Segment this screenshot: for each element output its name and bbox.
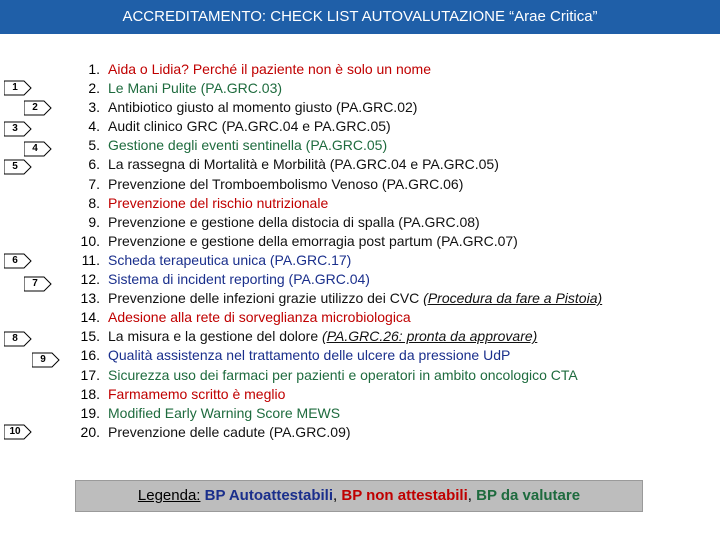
legend-bp-non-attestabili: BP non attestabili [341, 487, 468, 504]
checklist-item [64, 60, 714, 79]
item-text: Farmamemo scritto è meglio [108, 385, 286, 402]
marker-3: 3 [4, 121, 32, 137]
item-text: Sicurezza uso dei farmaci per pazienti e operatori in ambito oncologico CTA [108, 366, 578, 383]
item-number: 9. [88, 213, 100, 230]
item-number: 10. [80, 232, 100, 249]
item-number: 5. [88, 137, 100, 154]
item-number: 19. [80, 404, 100, 421]
item-note: (PA.GRC.26: pronta da approvare) [322, 328, 538, 345]
item-text: Modified Early Warning Score MEWS [108, 404, 341, 421]
marker-5: 5 [4, 159, 32, 175]
marker-4: 4 [24, 141, 52, 157]
item-number: 16. [80, 347, 100, 364]
legend-box: Legenda: BP Autoattestabili, BP non attestabili, BP da valutare [75, 480, 643, 512]
item-text: Prevenzione delle cadute (PA.GRC.09) [108, 423, 351, 440]
checklist [64, 60, 714, 442]
item-text: Qualità assistenza nel trattamento delle ulcere da pressione UdP [108, 347, 511, 364]
checklist-item [64, 366, 714, 385]
item-text: Prevenzione e gestione della distocia di spalla (PA.GRC.08) [108, 213, 480, 230]
legend-label: Legenda: [137, 487, 201, 504]
marker-10: 10 [4, 424, 32, 440]
item-text: Adesione alla rete di sorveglianza microbiologica [108, 309, 411, 326]
checklist-item [64, 404, 714, 423]
item-text: Sistema di incident reporting (PA.GRC.04) [108, 271, 370, 288]
checklist-item [64, 155, 714, 174]
item-text: Antibiotico giusto al momento giusto (PA.GRC.02) [108, 99, 418, 116]
item-number: 13. [80, 290, 100, 307]
item-text: Aida o Lidia? Perché il paziente non è solo un nome [108, 61, 431, 77]
checklist-item [64, 346, 714, 365]
checklist-item [64, 270, 714, 289]
marker-2: 2 [24, 100, 52, 116]
item-number: 17. [80, 366, 100, 383]
checklist-item [64, 308, 714, 327]
marker-1: 1 [4, 80, 32, 96]
checklist-item [64, 251, 714, 270]
legend-bp-autoattestabili: BP Autoattestabili [204, 487, 334, 504]
item-number: 18. [80, 385, 100, 402]
item-number: 20. [80, 423, 100, 440]
item-text: La rassegna di Mortalità e Morbilità (PA.GRC.04 e PA.GRC.05) [108, 156, 499, 173]
checklist-item [64, 213, 714, 232]
item-text: Scheda terapeutica unica (PA.GRC.17) [108, 251, 352, 268]
item-number: 4. [88, 118, 100, 135]
item-text: Audit clinico GRC (PA.GRC.04 e PA.GRC.05) [108, 118, 391, 135]
item-text: La misura e la gestione del dolore [108, 328, 323, 345]
item-number: 12. [80, 271, 100, 288]
item-text: Prevenzione del Tromboembolismo Venoso (PA.GRC.06) [108, 175, 464, 192]
item-number: 7. [88, 175, 100, 192]
item-text: Prevenzione e gestione della emorragia post partum (PA.GRC.07) [108, 232, 518, 249]
item-text: Prevenzione del rischio nutrizionale [108, 194, 329, 211]
item-number: 6. [88, 156, 100, 173]
checklist-item [64, 289, 714, 308]
checklist-item [64, 98, 714, 117]
checklist-item [64, 136, 714, 155]
slide-title-bar [0, 0, 720, 34]
marker-7: 7 [24, 276, 52, 292]
marker-6: 6 [4, 253, 32, 269]
item-number: 3. [88, 99, 100, 116]
item-number: 11. [81, 251, 100, 268]
checklist-item [64, 232, 714, 251]
marker-9: 9 [32, 352, 60, 368]
checklist-item [64, 423, 714, 442]
item-number: 1. [88, 61, 100, 77]
item-text: Le Mani Pulite (PA.GRC.03) [108, 80, 283, 97]
checklist-item [64, 79, 714, 98]
item-number: 8. [88, 194, 100, 211]
checklist-item [64, 175, 714, 194]
checklist-item [64, 117, 714, 136]
checklist-item [64, 194, 714, 213]
checklist-item [64, 327, 714, 346]
item-number: 2. [88, 80, 100, 97]
slide-title: ACCREDITAMENTO: CHECK LIST AUTOVALUTAZIONE “Arae Critica” [122, 8, 598, 25]
legend-bp-da-valutare: BP da valutare [476, 487, 581, 504]
item-number: 14. [80, 309, 100, 326]
item-text: Prevenzione delle infezioni grazie utilizzo dei CVC [108, 290, 424, 307]
item-note: (Procedura da fare a Pistoia) [423, 290, 603, 307]
marker-8: 8 [4, 331, 32, 347]
item-text: Gestione degli eventi sentinella (PA.GRC.05) [108, 137, 388, 154]
item-number: 15. [80, 328, 100, 345]
checklist-item [64, 385, 714, 404]
